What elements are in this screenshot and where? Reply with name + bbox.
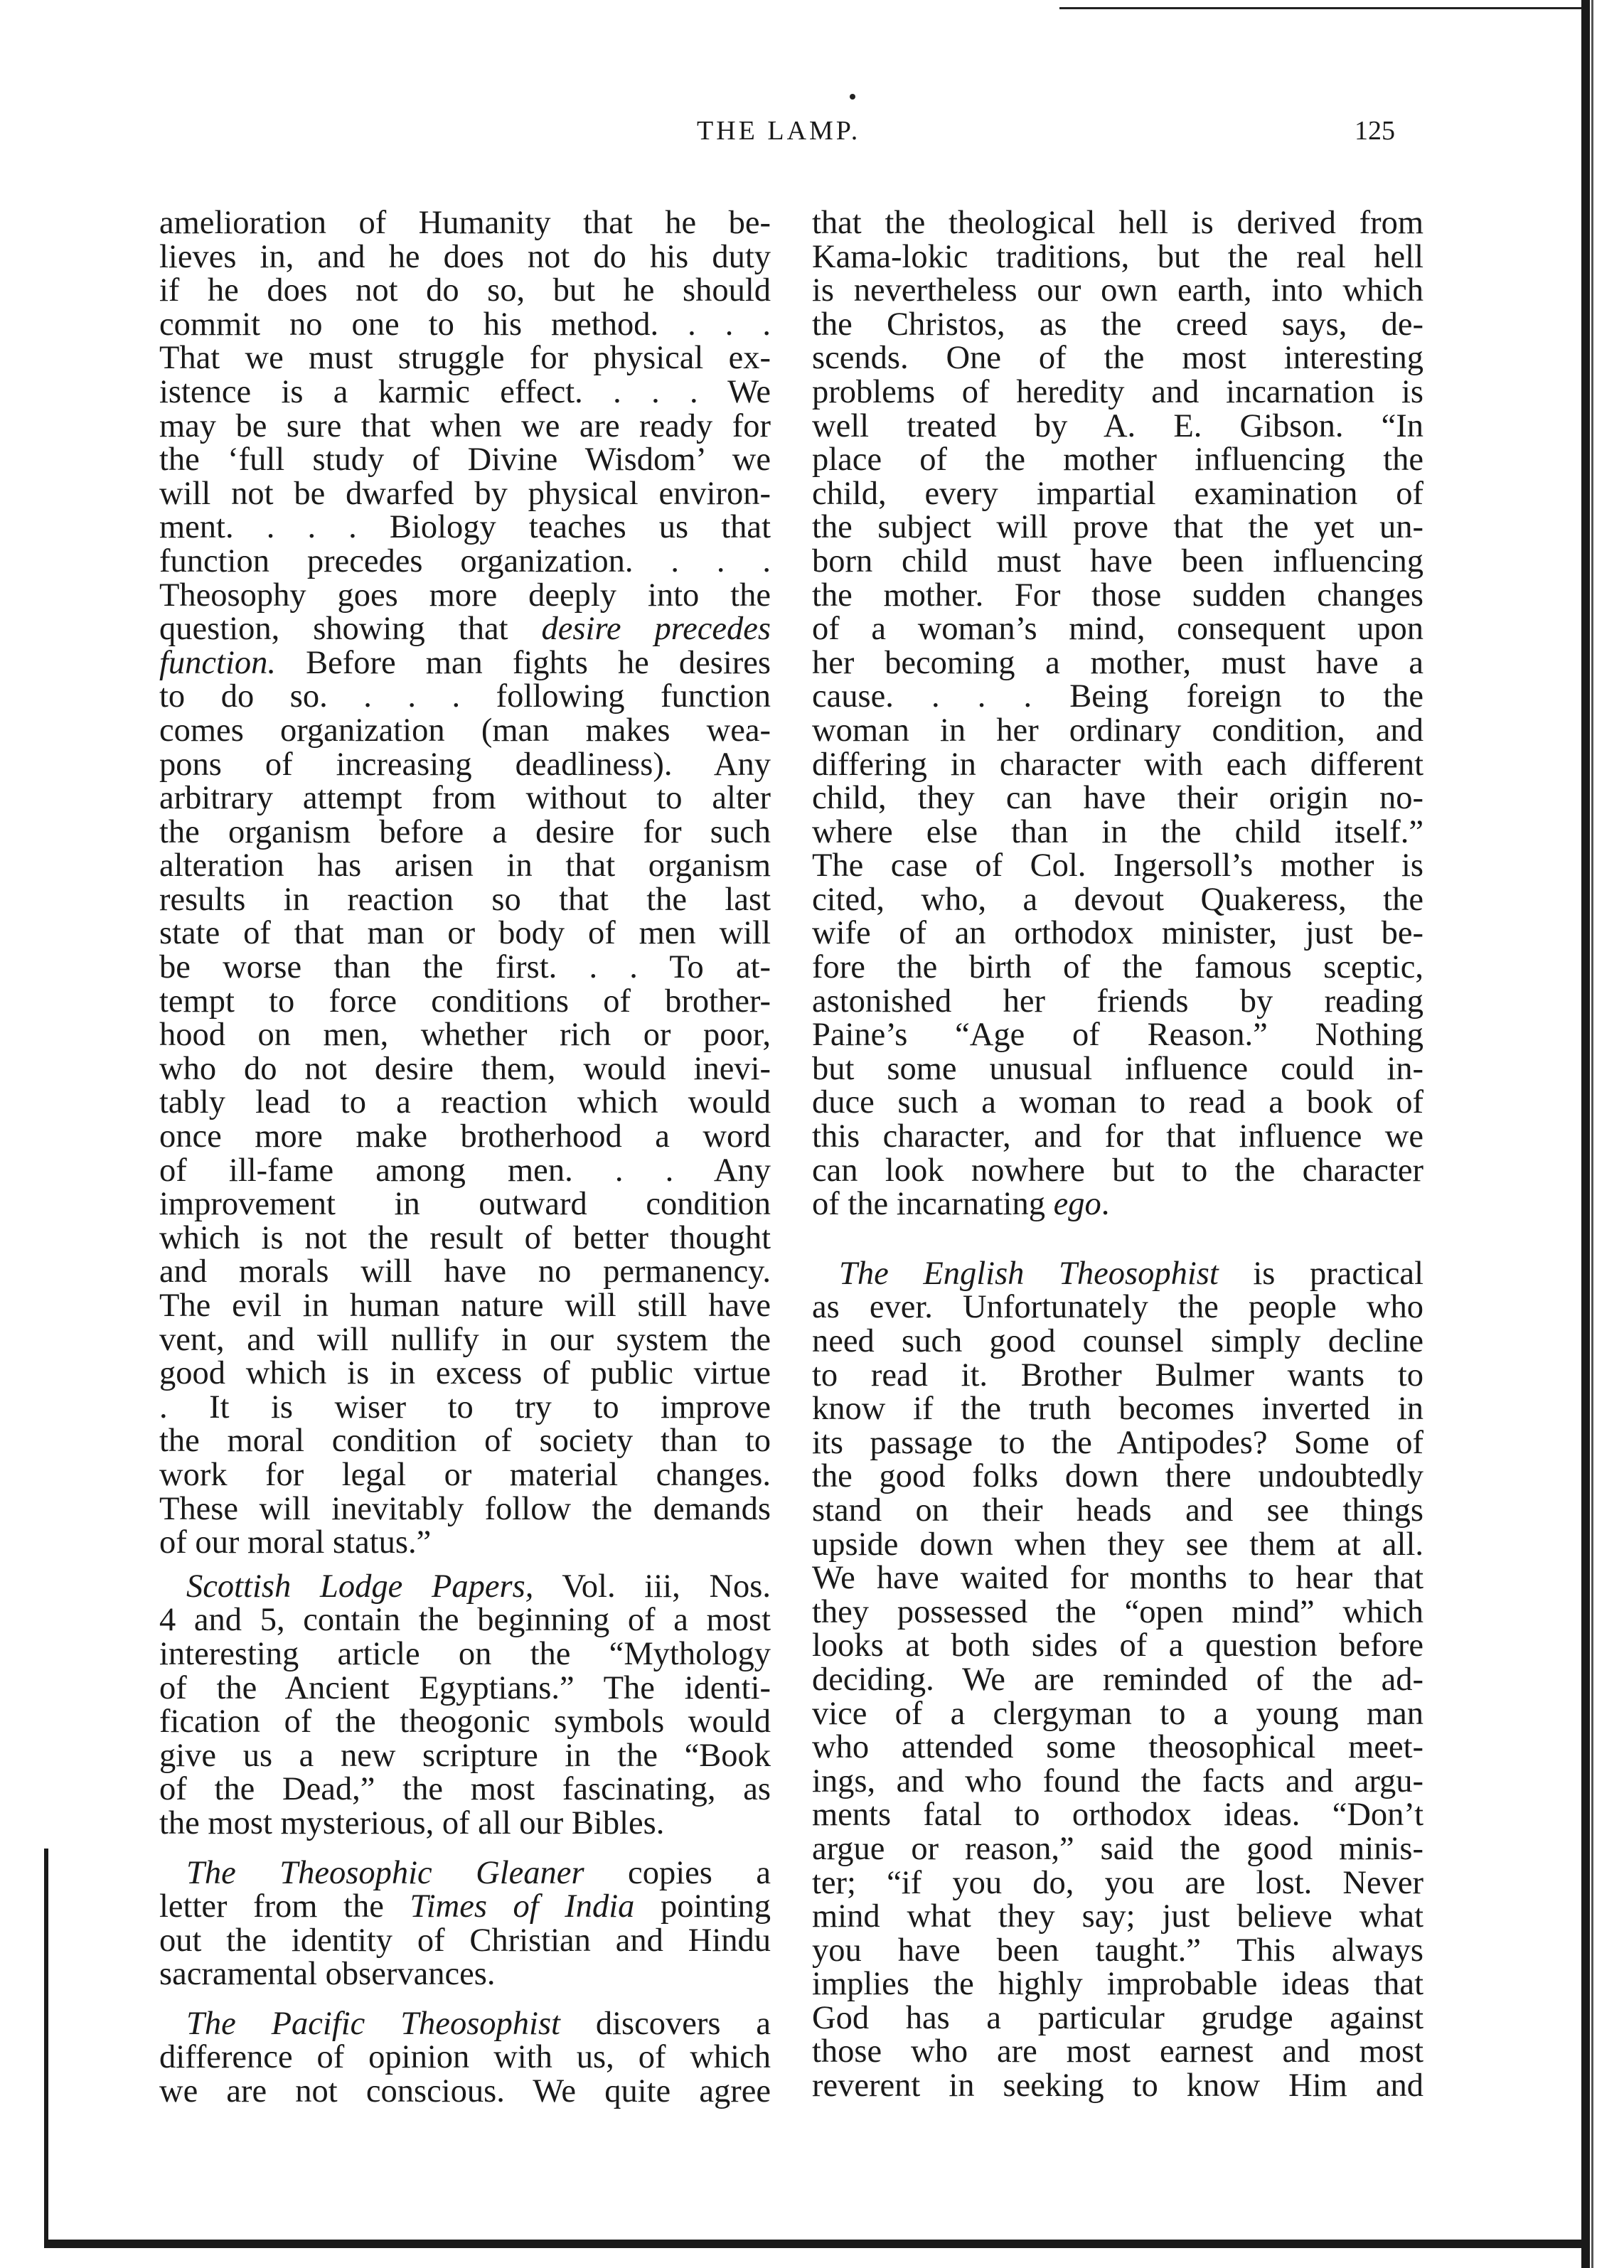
text-line: who attended some theosophical meet-	[812, 1729, 1423, 1766]
text-line: We have waited for months to hear that	[812, 1560, 1423, 1597]
text-line: astonished her friends by reading	[812, 983, 1423, 1020]
text-line: is nevertheless our own earth, into which	[812, 272, 1423, 309]
text-line: of the Dead,” the most fascinating, as	[159, 1771, 771, 1808]
text-line: implies the highly improbable ideas that	[812, 1966, 1423, 2003]
text-line: Kama-lokic traditions, but the real hell	[812, 238, 1423, 275]
text-line: wife of an orthodox minister, just be-	[812, 915, 1423, 952]
text-line: The Theosophic Gleaner copies a	[186, 1854, 771, 1891]
scan-right-edge	[1581, 0, 1590, 2268]
text-line: upside down when they see them at all.	[812, 1526, 1423, 1563]
text-line: woman in her ordinary condition, and	[812, 712, 1423, 749]
text-line: duce such a woman to read a book of	[812, 1084, 1423, 1121]
text-line: sacramental observances.	[159, 1956, 496, 1993]
text-line: which is not the result of better thought	[159, 1219, 771, 1256]
text-line: of the incarnating ego.	[812, 1186, 1110, 1223]
text-line: the organism before a desire for such	[159, 813, 771, 850]
text-line: those who are most earnest and most	[812, 2033, 1423, 2070]
text-line: The evil in human nature will still have	[159, 1288, 771, 1324]
text-line: ings, and who found the facts and argu-	[812, 1762, 1423, 1799]
text-line: The case of Col. Ingersoll’s mother is	[812, 847, 1423, 884]
text-line: child, every impartial examination of	[812, 475, 1423, 512]
text-line: the good folks down there undoubtedly	[812, 1458, 1423, 1495]
text-line: its passage to the Antipodes? Some of	[812, 1424, 1423, 1461]
text-line: lieves in, and he does not do his duty	[159, 238, 771, 275]
text-line: know if the truth becomes inverted in	[812, 1391, 1423, 1428]
text-line: this character, and for that influence we	[812, 1118, 1423, 1155]
left-column	[159, 206, 771, 2109]
text-line: difference of opinion with us, of which	[159, 2039, 771, 2076]
text-line: amelioration of Humanity that he be-	[159, 205, 771, 241]
text-line: we are not conscious. We quite agree	[159, 2073, 771, 2110]
scan-top-rule	[1059, 7, 1581, 9]
text-line: ments fatal to orthodox ideas. “Don’t	[812, 1797, 1423, 1834]
text-line: These will inevitably follow the demands	[159, 1490, 771, 1527]
text-line: reverent in seeking to know Him and	[812, 2068, 1423, 2104]
text-line: if he does not do so, but he should	[159, 272, 771, 309]
text-line: improvement in outward condition	[159, 1186, 771, 1223]
text-line: you have been taught.” This always	[812, 1932, 1423, 1969]
text-line: hood on men, whether rich or poor,	[159, 1017, 771, 1054]
right-column	[812, 206, 1423, 2103]
text-line: The Pacific Theosophist discovers a	[186, 2005, 771, 2042]
text-line: arbitrary attempt from without to alter	[159, 780, 771, 817]
text-line: place of the mother influencing the	[812, 442, 1423, 478]
text-line: who do not desire them, would inevi-	[159, 1050, 771, 1087]
text-line: work for legal or material changes.	[159, 1456, 771, 1493]
text-line: but some unusual influence could in-	[812, 1050, 1423, 1087]
text-line: born child must have been influencing	[812, 542, 1423, 579]
text-line: the moral condition of society than to	[159, 1423, 771, 1460]
text-line: God has a particular grudge against	[812, 1999, 1423, 2036]
text-line: function. Before man fights he desires	[159, 644, 771, 681]
text-line: out the identity of Christian and Hindu	[159, 1922, 771, 1959]
text-line: where else than in the child itself.”	[812, 813, 1423, 850]
text-line: the most mysterious, of all our Bibles.	[159, 1804, 665, 1841]
text-line: That we must struggle for physical ex-	[159, 340, 771, 377]
text-line: cause. . . . Being foreign to the	[812, 678, 1423, 715]
text-line: letter from the Times of India pointing	[159, 1888, 771, 1925]
text-line: question, showing that desire precedes	[159, 611, 771, 648]
text-line: Theosophy goes more deeply into the	[159, 577, 771, 614]
text-line: her becoming a mother, must have a	[812, 644, 1423, 681]
text-line: . It is wiser to try to improve	[159, 1389, 771, 1425]
text-line: interesting article on the “Mythology	[159, 1635, 771, 1672]
text-line: differing in character with each different	[812, 746, 1423, 783]
text-line: mind what they say; just believe what	[812, 1898, 1423, 1935]
text-line: problems of heredity and incarnation is	[812, 373, 1423, 410]
paragraph-gap	[159, 1841, 771, 1856]
text-line: Paine’s “Age of Reason.” Nothing	[812, 1017, 1423, 1054]
text-line: that the theological hell is derived from	[812, 205, 1423, 241]
text-line: be worse than the first. . . To at-	[159, 949, 771, 986]
text-line: alteration has arisen in that organism	[159, 847, 771, 884]
text-line: Scottish Lodge Papers, Vol. iii, Nos.	[186, 1568, 771, 1605]
paragraph-gap	[812, 1221, 1423, 1257]
text-line: of the Ancient Egyptians.” The identi-	[159, 1669, 771, 1706]
text-line: of ill-fame among men. . . Any	[159, 1152, 771, 1189]
text-line: commit no one to his method. . . .	[159, 306, 771, 343]
text-line: and morals will have no permanency.	[159, 1253, 771, 1290]
ink-dot	[850, 94, 855, 100]
text-line: tably lead to a reaction which would	[159, 1084, 771, 1121]
paragraph-gap	[159, 1991, 771, 2007]
text-line: fication of the theogonic symbols would	[159, 1703, 771, 1740]
scan-right-edge-line	[1591, 0, 1593, 2268]
text-line: pons of increasing deadliness). Any	[159, 746, 771, 783]
text-line: results in reaction so that the last	[159, 881, 771, 918]
text-line: looks at both sides of a question before	[812, 1627, 1423, 1664]
text-line: stand on their heads and see things	[812, 1492, 1423, 1529]
text-line: 4 and 5, contain the beginning of a most	[159, 1602, 771, 1639]
text-line: child, they can have their origin no-	[812, 780, 1423, 817]
text-line: can look nowhere but to the character	[812, 1152, 1423, 1189]
text-line: give us a new scripture in the “Book	[159, 1737, 771, 1774]
text-line: may be sure that when we are ready for	[159, 407, 771, 444]
text-line: vent, and will nullify in our system the	[159, 1321, 771, 1358]
text-line: function precedes organization. . . .	[159, 542, 771, 579]
text-line: will not be dwarfed by physical environ-	[159, 475, 771, 512]
page-number: 125	[1355, 116, 1395, 146]
text-line: to do so. . . . following function	[159, 678, 771, 715]
text-line: The English Theosophist is practical	[839, 1255, 1423, 1292]
text-line: the subject will prove that the yet un-	[812, 509, 1423, 546]
text-line: of our moral status.”	[159, 1524, 432, 1561]
text-line: well treated by A. E. Gibson. “In	[812, 407, 1423, 444]
text-line: ter; “if you do, you are lost. Never	[812, 1864, 1423, 1901]
text-line: fore the birth of the famous sceptic,	[812, 949, 1423, 986]
text-line: the mother. For those sudden changes	[812, 577, 1423, 614]
text-line: state of that man or body of men will	[159, 915, 771, 952]
text-line: to read it. Brother Bulmer wants to	[812, 1357, 1423, 1394]
text-line: scends. One of the most interesting	[812, 340, 1423, 377]
text-line: the Christos, as the creed says, de-	[812, 306, 1423, 343]
text-line: vice of a clergyman to a young man	[812, 1695, 1423, 1732]
text-line: good which is in excess of public virtue	[159, 1355, 771, 1392]
running-title: THE LAMP.	[697, 116, 861, 146]
text-line: they possessed the “open mind” which	[812, 1593, 1423, 1630]
text-line: once more make brotherhood a word	[159, 1118, 771, 1155]
text-line: tempt to force conditions of brother-	[159, 983, 771, 1020]
scan-left-edge	[44, 1849, 48, 2247]
text-line: of a woman’s mind, consequent upon	[812, 611, 1423, 648]
text-line: ment. . . . Biology teaches us that	[159, 509, 771, 546]
text-line: argue or reason,” said the good minis-	[812, 1830, 1423, 1867]
text-line: comes organization (man makes wea-	[159, 712, 771, 749]
text-line: cited, who, a devout Quakeress, the	[812, 881, 1423, 918]
text-line: need such good counsel simply decline	[812, 1323, 1423, 1359]
text-line: deciding. We are reminded of the ad-	[812, 1661, 1423, 1698]
running-head	[0, 115, 1624, 158]
text-line: the ‘full study of Divine Wisdom’ we	[159, 442, 771, 478]
text-line: istence is a karmic effect. . . . We	[159, 373, 771, 410]
scan-bottom-edge	[44, 2240, 1590, 2248]
text-line: as ever. Unfortunately the people who	[812, 1289, 1423, 1326]
